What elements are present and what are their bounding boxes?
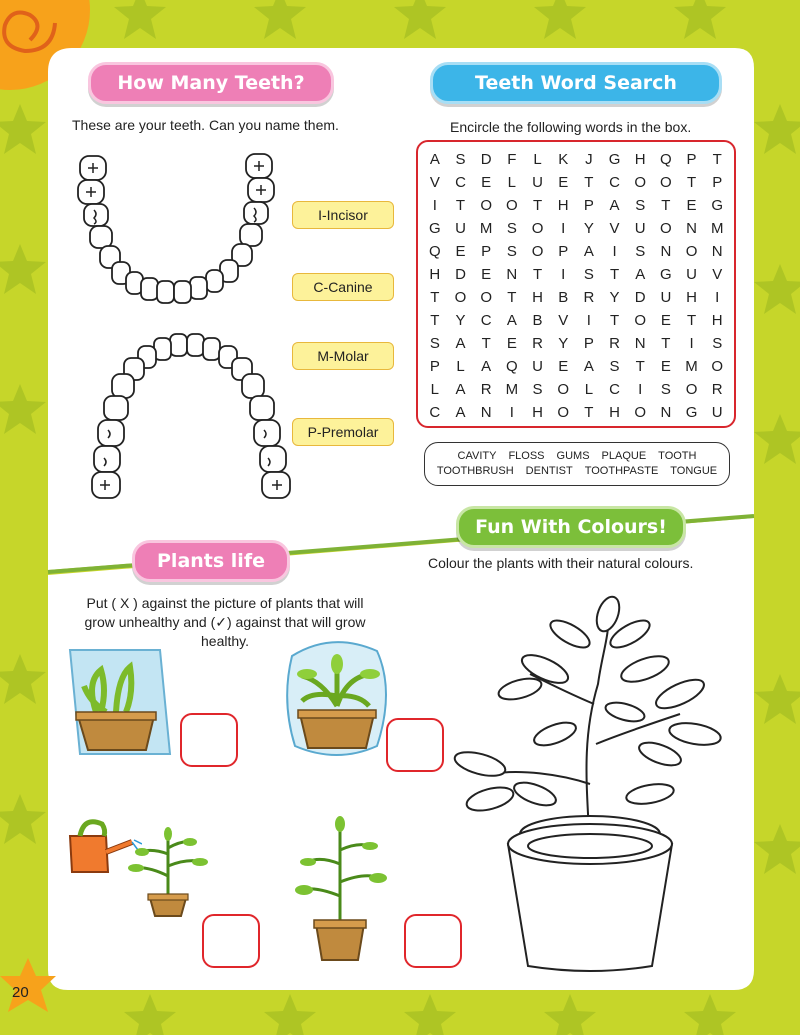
plant-under-glass-image <box>66 642 176 762</box>
grid-letter[interactable]: N <box>660 243 672 260</box>
grid-letter[interactable]: U <box>455 220 466 237</box>
upper-teeth-illustration <box>68 148 288 318</box>
grid-letter[interactable]: V <box>429 174 440 191</box>
grid-letter[interactable]: U <box>711 404 723 421</box>
grid-letter[interactable]: S <box>532 381 543 398</box>
grid-letter[interactable]: M <box>685 358 698 375</box>
grid-letter[interactable]: E <box>686 197 697 214</box>
grid-letter[interactable]: N <box>480 404 492 421</box>
plants-section-title: Plants life <box>132 540 290 582</box>
word-bank-item: PLAQUE <box>601 450 647 462</box>
watered-plant-image <box>124 826 214 918</box>
grid-letter[interactable]: O <box>711 358 724 375</box>
label-incisor: I-Incisor <box>292 201 394 229</box>
grid-letter[interactable]: M <box>505 381 519 398</box>
grid-letter[interactable]: L <box>430 381 439 398</box>
grid-letter[interactable]: I <box>432 197 437 214</box>
grid-letter[interactable]: N <box>686 220 697 237</box>
grid-letter[interactable]: E <box>660 358 671 375</box>
grid-letter[interactable]: A <box>506 312 517 329</box>
grid-letter[interactable]: Y <box>558 335 569 352</box>
grid-letter[interactable]: I <box>715 289 720 306</box>
grid-letter[interactable]: S <box>506 243 517 260</box>
grid-letter[interactable]: R <box>609 335 620 352</box>
grid-letter[interactable]: T <box>455 197 466 214</box>
grid-letter[interactable]: V <box>609 220 620 237</box>
grid-letter[interactable]: Y <box>609 289 620 306</box>
grid-letter[interactable]: H <box>532 289 543 306</box>
grid-letter[interactable]: T <box>430 289 440 306</box>
grid-letter[interactable]: A <box>455 381 466 398</box>
answer-box-1[interactable] <box>180 713 238 767</box>
grid-letter[interactable]: H <box>634 151 646 168</box>
grid-letter[interactable]: S <box>635 197 646 214</box>
grid-letter[interactable]: S <box>455 151 466 168</box>
grid-letter[interactable]: L <box>584 381 594 398</box>
grid-letter[interactable]: I <box>586 312 591 329</box>
grid-letter[interactable]: S <box>660 381 671 398</box>
grid-letter[interactable]: N <box>634 335 646 352</box>
word-bank-item: TOOTH <box>658 450 697 462</box>
grid-letter[interactable]: T <box>609 312 620 329</box>
grid-letter[interactable]: I <box>689 335 694 352</box>
grid-row <box>422 286 730 309</box>
grid-letter[interactable]: G <box>685 404 698 421</box>
grid-letter[interactable]: O <box>634 312 647 329</box>
colouring-plant-outline[interactable] <box>440 594 740 980</box>
grid-letter[interactable]: O <box>480 197 493 214</box>
word-bank-item: GUMS <box>556 450 590 462</box>
grid-letter[interactable]: Q <box>660 151 672 168</box>
grid-letter[interactable]: T <box>635 358 645 375</box>
grid-letter[interactable]: F <box>507 151 517 168</box>
grid-letter[interactable]: A <box>635 266 646 283</box>
grid-letter[interactable]: R <box>583 289 595 306</box>
grid-letter[interactable]: T <box>661 335 671 352</box>
grid-letter[interactable]: P <box>583 197 594 214</box>
label-premolar: P-Premolar <box>292 418 394 446</box>
plants-instruction: Put ( X ) against the picture of plants that will grow unhealthy and (✓) against that will grow healthy. <box>84 595 366 649</box>
label-canine: C-Canine <box>292 273 394 301</box>
grid-letter[interactable]: H <box>557 197 569 214</box>
grid-letter[interactable]: A <box>583 243 594 260</box>
grid-letter[interactable]: S <box>609 358 620 375</box>
grid-letter[interactable]: S <box>506 220 517 237</box>
plant-in-bag-image <box>282 636 392 760</box>
grid-letter[interactable]: H <box>532 404 543 421</box>
grid-letter[interactable]: A <box>609 197 620 214</box>
grid-letter[interactable]: E <box>660 312 671 329</box>
word-bank-item: FLOSS <box>508 450 545 462</box>
grid-letter[interactable]: N <box>711 243 723 260</box>
grid-letter[interactable]: G <box>660 266 672 283</box>
grid-letter[interactable]: D <box>480 151 492 168</box>
grid-letter[interactable]: O <box>685 381 698 398</box>
answer-box-2[interactable] <box>386 718 444 772</box>
grid-letter[interactable]: L <box>507 174 517 191</box>
grid-letter[interactable]: M <box>710 220 724 237</box>
grid-letter[interactable]: T <box>609 266 620 283</box>
answer-box-3[interactable] <box>202 914 260 968</box>
word-search-grid[interactable] <box>416 140 736 428</box>
grid-letter[interactable]: P <box>712 174 723 191</box>
page-number: 20 <box>12 984 29 1001</box>
grid-letter[interactable]: H <box>686 289 697 306</box>
word-bank-item: TOOTHBRUSH <box>436 465 514 477</box>
grid-row <box>422 148 730 171</box>
grid-letter[interactable]: A <box>481 358 492 375</box>
grid-letter[interactable]: E <box>455 243 466 260</box>
grid-letter[interactable]: S <box>429 335 440 352</box>
grid-letter[interactable]: U <box>686 266 697 283</box>
grid-letter[interactable]: U <box>532 174 543 191</box>
grid-row <box>422 263 730 286</box>
grid-letter[interactable]: N <box>506 266 518 283</box>
grid-letter[interactable]: M <box>479 220 493 237</box>
grid-letter[interactable]: C <box>609 174 620 191</box>
grid-letter[interactable]: O <box>634 404 647 421</box>
grid-letter[interactable]: E <box>481 266 492 283</box>
grid-row <box>422 355 730 378</box>
grid-letter[interactable]: S <box>635 243 646 260</box>
grid-letter[interactable]: P <box>429 358 440 375</box>
grid-letter[interactable]: O <box>685 243 698 260</box>
grid-letter[interactable]: D <box>634 289 646 306</box>
grid-letter[interactable]: T <box>584 404 594 421</box>
grid-letter[interactable]: L <box>456 358 465 375</box>
grid-letter[interactable]: R <box>532 335 543 352</box>
grid-row <box>422 309 730 332</box>
teeth-section-title: How Many Teeth? <box>88 62 334 104</box>
grid-letter[interactable]: R <box>480 381 492 398</box>
grid-letter[interactable]: V <box>558 312 569 329</box>
grid-row <box>422 171 730 194</box>
grid-letter[interactable]: T <box>532 266 543 283</box>
grid-row <box>422 194 730 217</box>
grid-letter[interactable]: A <box>583 358 594 375</box>
grid-letter[interactable]: T <box>430 312 440 329</box>
word-search-instruction: Encircle the following words in the box. <box>450 119 692 135</box>
grid-letter[interactable]: S <box>712 335 723 352</box>
colours-instruction: Colour the plants with their natural colours. <box>428 555 694 571</box>
grid-letter[interactable]: A <box>429 151 440 168</box>
grid-letter[interactable]: Y <box>455 312 466 329</box>
grid-letter[interactable]: B <box>558 289 569 306</box>
grid-row <box>422 332 730 355</box>
grid-letter[interactable]: O <box>454 289 467 306</box>
label-molar: M-Molar <box>292 342 394 370</box>
grid-letter[interactable]: G <box>608 151 621 168</box>
page-number-star <box>0 958 60 1028</box>
grid-letter[interactable]: H <box>609 404 620 421</box>
grid-row <box>422 240 730 263</box>
word-bank-item: CAVITY <box>457 450 497 462</box>
colours-section-title: Fun With Colours! <box>456 506 686 548</box>
grid-letter[interactable]: E <box>481 174 492 191</box>
word-bank <box>424 442 730 486</box>
grid-letter[interactable]: A <box>455 404 466 421</box>
grid-letter[interactable]: E <box>558 358 569 375</box>
grid-letter[interactable]: D <box>455 266 466 283</box>
grid-letter[interactable]: Y <box>583 220 594 237</box>
unwatered-plant-image <box>290 816 390 964</box>
grid-letter[interactable]: I <box>638 381 643 398</box>
grid-row <box>422 378 730 401</box>
grid-letter[interactable]: J <box>585 151 593 168</box>
grid-letter[interactable]: U <box>532 358 543 375</box>
grid-letter[interactable]: O <box>531 243 544 260</box>
grid-letter[interactable]: T <box>661 197 671 214</box>
grid-letter[interactable]: E <box>558 174 569 191</box>
grid-row <box>422 401 730 424</box>
grid-letter[interactable]: K <box>558 151 569 168</box>
grid-letter[interactable]: Q <box>506 358 518 375</box>
grid-letter[interactable]: O <box>557 404 570 421</box>
grid-letter[interactable]: O <box>480 289 493 306</box>
grid-letter[interactable]: U <box>660 289 672 306</box>
word-search-title: Teeth Word Search <box>430 62 722 104</box>
grid-letter[interactable]: C <box>429 404 441 421</box>
grid-letter[interactable]: C <box>455 174 466 191</box>
grid-letter[interactable]: L <box>533 151 542 168</box>
grid-letter[interactable]: O <box>557 381 570 398</box>
grid-letter[interactable]: E <box>506 335 517 352</box>
grid-letter[interactable]: P <box>686 151 697 168</box>
grid-letter[interactable]: P <box>481 243 492 260</box>
grid-letter[interactable]: T <box>686 174 697 191</box>
grid-letter[interactable]: I <box>561 220 566 237</box>
grid-letter[interactable]: N <box>660 404 672 421</box>
grid-letter[interactable]: O <box>660 174 672 191</box>
grid-letter[interactable]: T <box>584 174 594 191</box>
grid-letter[interactable]: I <box>561 266 566 283</box>
grid-letter[interactable]: T <box>686 312 697 329</box>
word-bank-item: TONGUE <box>670 465 718 477</box>
grid-letter[interactable]: S <box>583 266 594 283</box>
grid-letter[interactable]: A <box>455 335 466 352</box>
grid-letter[interactable]: R <box>711 381 723 398</box>
grid-letter[interactable]: O <box>634 174 647 191</box>
grid-letter[interactable]: I <box>509 404 514 421</box>
grid-letter[interactable]: B <box>532 312 543 329</box>
grid-letter[interactable]: V <box>712 266 723 283</box>
grid-letter[interactable]: C <box>609 381 620 398</box>
grid-letter[interactable]: I <box>612 243 617 260</box>
lower-teeth-illustration <box>82 330 302 515</box>
grid-letter[interactable]: T <box>532 197 543 214</box>
teeth-instruction: These are your teeth. Can you name them. <box>72 117 339 133</box>
grid-letter[interactable]: O <box>531 220 544 237</box>
grid-letter[interactable]: U <box>634 220 646 237</box>
grid-letter[interactable]: G <box>711 197 724 214</box>
grid-letter[interactable]: H <box>429 266 441 283</box>
grid-letter[interactable]: H <box>711 312 723 329</box>
grid-letter[interactable]: C <box>480 312 492 329</box>
grid-letter[interactable]: T <box>507 289 517 306</box>
grid-letter[interactable]: O <box>506 197 518 214</box>
grid-row <box>422 217 730 240</box>
grid-letter[interactable]: Q <box>429 243 441 260</box>
grid-letter[interactable]: P <box>583 335 594 352</box>
grid-letter[interactable]: O <box>660 220 672 237</box>
grid-letter[interactable]: P <box>558 243 569 260</box>
grid-letter[interactable]: T <box>712 151 722 168</box>
grid-letter[interactable]: G <box>429 220 441 237</box>
grid-letter[interactable]: T <box>481 335 491 352</box>
word-bank-item: TOOTHPASTE <box>584 465 659 477</box>
word-bank-item: DENTIST <box>525 465 573 477</box>
